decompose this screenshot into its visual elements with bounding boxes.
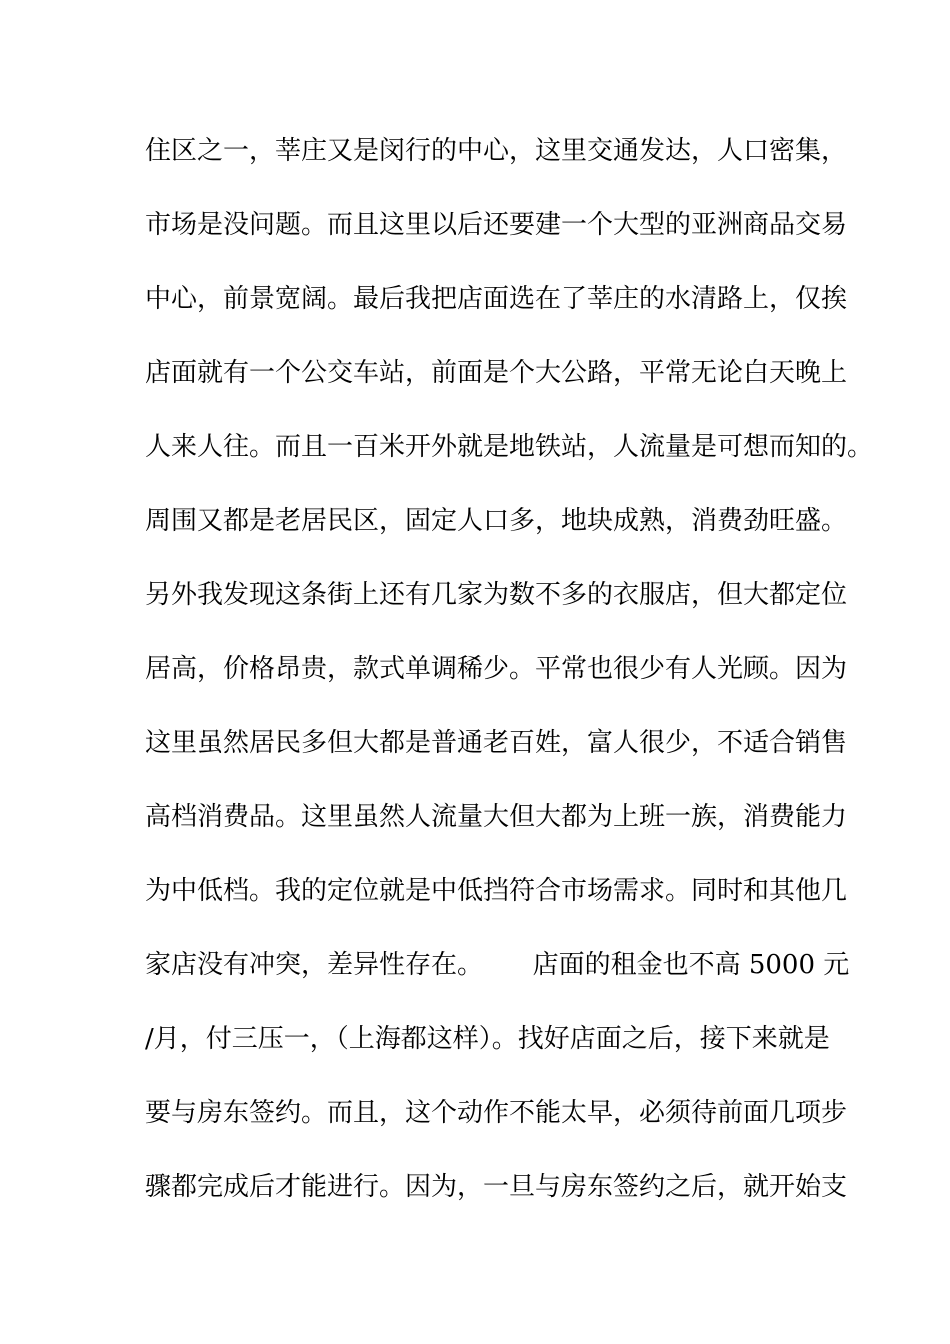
text-line: 住区之一，莘庄又是闵行的中心，这里交通发达，人口密集， bbox=[145, 136, 848, 166]
body-text bbox=[145, 131, 874, 1241]
text-line: 家店没有冲突，差异性存在。 店面的租金也不高 5000 元 bbox=[145, 950, 850, 980]
text-line: 周围又都是老居民区，固定人口多，地块成熟，消费劲旺盛。 bbox=[145, 506, 848, 536]
text-line: 骤都完成后才能进行。因为，一旦与房东签约之后，就开始支 bbox=[145, 1172, 848, 1202]
text-line: 中心，前景宽阔。最后我把店面选在了莘庄的水清路上，仅挨 bbox=[145, 284, 848, 314]
text-line: 这里虽然居民多但大都是普通老百姓，富人很少，不适合销售 bbox=[145, 728, 848, 758]
text-line: 另外我发现这条街上还有几家为数不多的衣服店，但大都定位 bbox=[145, 580, 848, 610]
text-line: 人来人往。而且一百米开外就是地铁站，人流量是可想而知的。 bbox=[145, 432, 874, 462]
text-line: 居高，价格昂贵，款式单调稀少。平常也很少有人光顾。因为 bbox=[145, 654, 848, 684]
text-line: 要与房东签约。而且，这个动作不能太早，必须待前面几项步 bbox=[145, 1098, 848, 1128]
text-line: /月，付三压一，（上海都这样）。找好店面之后，接下来就是 bbox=[145, 1024, 830, 1054]
text-line: 为中低档。我的定位就是中低挡符合市场需求。同时和其他几 bbox=[145, 876, 848, 906]
text-line: 市场是没问题。而且这里以后还要建一个大型的亚洲商品交易 bbox=[145, 210, 848, 240]
text-line: 店面就有一个公交车站，前面是个大公路，平常无论白天晚上 bbox=[145, 358, 848, 388]
text-line: 高档消费品。这里虽然人流量大但大都为上班一族，消费能力 bbox=[145, 802, 848, 832]
